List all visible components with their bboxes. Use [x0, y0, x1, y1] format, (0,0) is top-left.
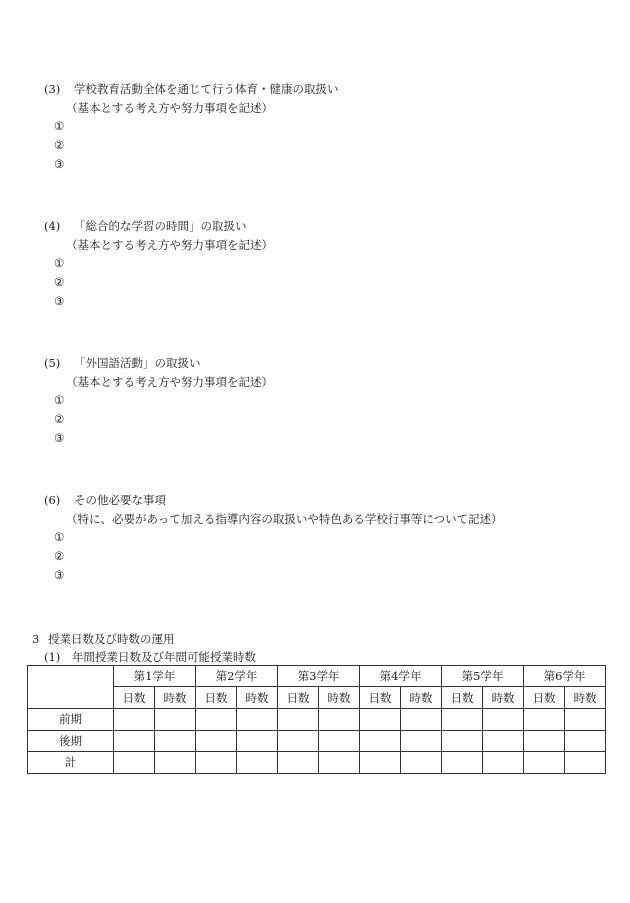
table-cell[interactable] — [237, 752, 278, 774]
hours-header: 時数 — [155, 687, 196, 709]
table-row — [28, 730, 606, 752]
days-header: 日数 — [524, 687, 565, 709]
corner-cell — [28, 666, 114, 709]
grade-header: 第6学年 — [524, 666, 606, 687]
table-row — [28, 752, 606, 774]
table-cell[interactable] — [155, 709, 196, 731]
table-cell[interactable] — [237, 730, 278, 752]
section-heading — [44, 218, 247, 234]
table-cell[interactable] — [524, 752, 565, 774]
subsection-title: 年間授業日数及び年間可能授業時数 — [72, 650, 256, 664]
grade-header: 第3学年 — [278, 666, 360, 687]
hours-header: 時数 — [565, 687, 606, 709]
hours-header: 時数 — [237, 687, 278, 709]
table-cell[interactable] — [360, 730, 401, 752]
days-header: 日数 — [196, 687, 237, 709]
section-heading — [44, 492, 166, 508]
row-label: 前期 — [28, 709, 114, 731]
hours-header: 時数 — [401, 687, 442, 709]
grade-header: 第5学年 — [442, 666, 524, 687]
section-title: 「総合的な学習の時間」の取扱い — [74, 219, 247, 233]
table-cell[interactable] — [360, 752, 401, 774]
list-item: ① — [54, 119, 65, 133]
table-cell[interactable] — [565, 709, 606, 731]
table-cell[interactable] — [278, 752, 319, 774]
grade-header: 第4学年 — [360, 666, 442, 687]
days-header: 日数 — [360, 687, 401, 709]
chapter-heading — [32, 631, 175, 647]
hours-header: 時数 — [319, 687, 360, 709]
table-row — [28, 709, 606, 731]
table-cell[interactable] — [483, 730, 524, 752]
table-cell[interactable] — [524, 709, 565, 731]
table-cell[interactable] — [442, 752, 483, 774]
table-cell[interactable] — [196, 730, 237, 752]
list-item: ② — [54, 275, 65, 289]
table-cell[interactable] — [196, 752, 237, 774]
section-note: （基本とする考え方や努力事項を記述） — [66, 375, 273, 389]
list-item: ③ — [54, 157, 65, 171]
list-item: ① — [54, 393, 65, 407]
chapter-number: 3 — [32, 632, 40, 646]
table-cell[interactable] — [442, 730, 483, 752]
section-number: (3) — [44, 82, 61, 96]
grade-header: 第1学年 — [114, 666, 196, 687]
list-item: ① — [54, 256, 65, 270]
list-item: ② — [54, 549, 65, 563]
section-heading — [44, 81, 339, 97]
list-item: ② — [54, 138, 65, 152]
subsection-number: (1) — [44, 650, 61, 664]
section-note: （特に、必要があって加える指導内容の取扱いや特色ある学校行事等について記述） — [66, 512, 503, 526]
table-cell[interactable] — [155, 730, 196, 752]
table-cell[interactable] — [278, 709, 319, 731]
section-title: その他必要な事項 — [74, 493, 166, 507]
table-cell[interactable] — [565, 752, 606, 774]
grade-header: 第2学年 — [196, 666, 278, 687]
section-note: （基本とする考え方や努力事項を記述） — [66, 101, 273, 115]
section-number: (4) — [44, 219, 61, 233]
table-cell[interactable] — [401, 709, 442, 731]
table-cell[interactable] — [483, 752, 524, 774]
list-item: ③ — [54, 568, 65, 582]
days-header: 日数 — [442, 687, 483, 709]
table-cell[interactable] — [483, 709, 524, 731]
table-cell[interactable] — [114, 709, 155, 731]
list-item: ① — [54, 530, 65, 544]
table-cell[interactable] — [155, 752, 196, 774]
table-cell[interactable] — [114, 730, 155, 752]
table-cell[interactable] — [278, 730, 319, 752]
section-title: 「外国語活動」の取扱い — [74, 356, 201, 370]
table-cell[interactable] — [360, 709, 401, 731]
row-label: 計 — [28, 752, 114, 774]
section-heading — [44, 355, 201, 371]
table-cell[interactable] — [524, 730, 565, 752]
section-note: （基本とする考え方や努力事項を記述） — [66, 238, 273, 252]
list-item: ③ — [54, 431, 65, 445]
table-cell[interactable] — [401, 730, 442, 752]
section-number: (5) — [44, 356, 61, 370]
days-header: 日数 — [278, 687, 319, 709]
table-subheader-row — [28, 687, 606, 709]
table-cell[interactable] — [401, 752, 442, 774]
table-cell[interactable] — [319, 709, 360, 731]
table-cell[interactable] — [196, 709, 237, 731]
row-label: 後期 — [28, 730, 114, 752]
list-item: ③ — [54, 294, 65, 308]
section-title: 学校教育活動全体を通じて行う体育・健康の取扱い — [74, 82, 339, 96]
hours-header: 時数 — [483, 687, 524, 709]
table-cell[interactable] — [442, 709, 483, 731]
chapter-title: 授業日数及び時数の運用 — [48, 632, 175, 646]
table-cell[interactable] — [237, 709, 278, 731]
class-days-hours-table — [27, 665, 606, 774]
table-cell[interactable] — [114, 752, 155, 774]
section-number: (6) — [44, 493, 61, 507]
table-cell[interactable] — [319, 752, 360, 774]
table-cell[interactable] — [565, 730, 606, 752]
days-header: 日数 — [114, 687, 155, 709]
list-item: ② — [54, 412, 65, 426]
subsection-heading — [44, 649, 256, 665]
table-cell[interactable] — [319, 730, 360, 752]
table-header-row — [28, 666, 606, 687]
